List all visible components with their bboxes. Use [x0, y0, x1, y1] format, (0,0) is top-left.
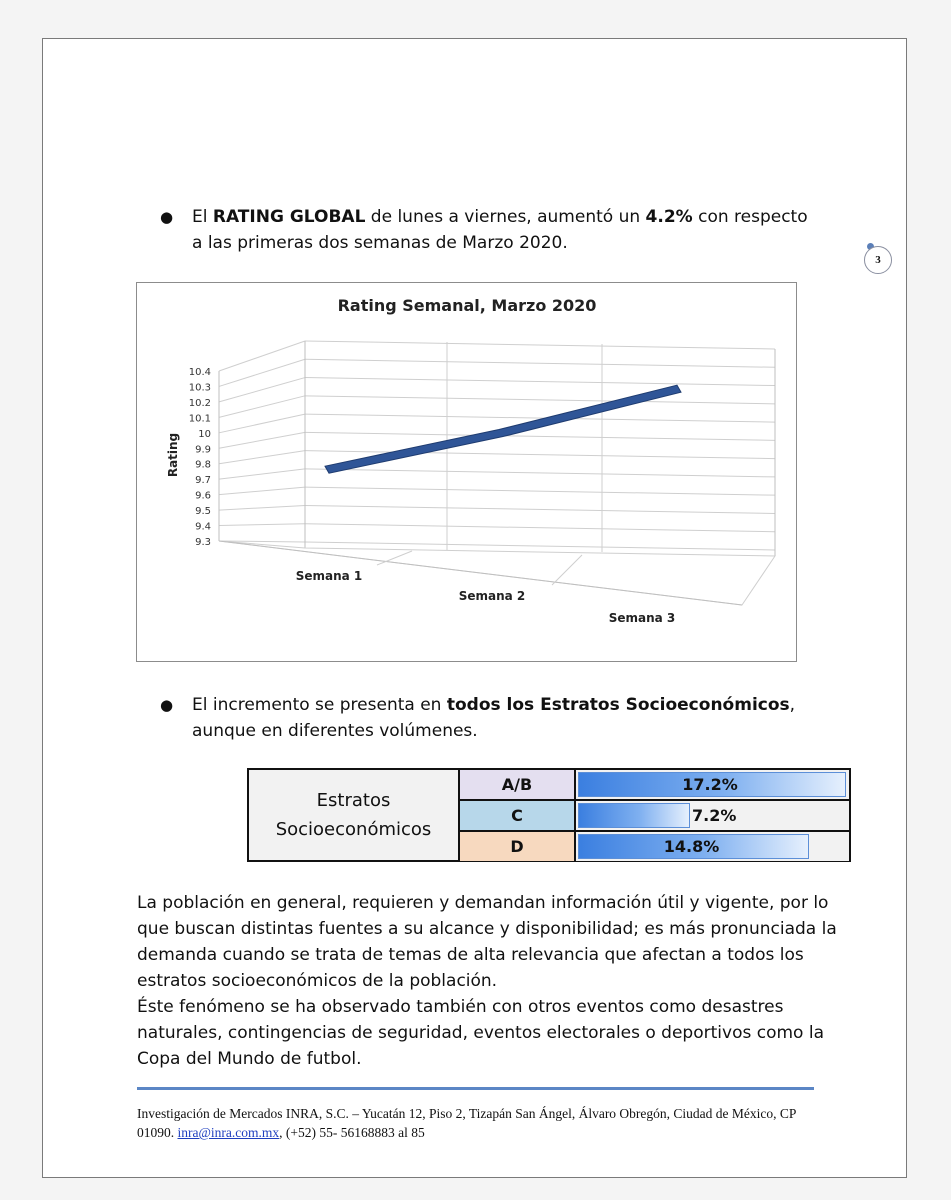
back-gridline	[305, 469, 775, 477]
text-segment: El incremento se presenta en	[192, 695, 447, 715]
bullet-strata-text	[192, 692, 820, 744]
strata-row	[460, 801, 849, 832]
strata-bar-cell	[576, 801, 849, 830]
floor-divider	[552, 555, 582, 585]
bold-strata: todos los Estratos Socioeconómicos	[446, 695, 790, 715]
side-gridline	[219, 341, 305, 371]
strata-name: A/B	[460, 770, 576, 799]
page-number: 3	[864, 246, 892, 274]
side-gridline	[219, 505, 305, 510]
strata-name: D	[460, 832, 576, 861]
y-tick-label: 9.6	[195, 490, 211, 502]
strata-label-line2: Socioeconómicos	[275, 819, 432, 840]
footer-phone: , (+52) 55- 56168883 al 85	[279, 1125, 425, 1140]
y-tick-label: 10.3	[188, 382, 211, 394]
y-tick-label: 9.8	[195, 459, 211, 471]
paragraph-2: Éste fenómeno se ha observado también con otros eventos como desastres naturales, contingencias de seguridad, eventos electorales o deportivos como la Copa del Mundo de futbol.	[137, 997, 824, 1069]
strata-row	[460, 770, 849, 801]
rating-chart	[136, 282, 797, 662]
bold-percentage: 4.2%	[645, 207, 693, 227]
x-category-label: Semana 1	[295, 569, 363, 583]
strata-value: 17.2%	[682, 775, 738, 794]
bullet-strata	[160, 692, 820, 744]
strata-name: C	[460, 801, 576, 830]
footer-divider	[137, 1087, 814, 1090]
side-gridline	[219, 414, 305, 433]
text-segment: de lunes a viernes, aumentó un	[365, 207, 646, 227]
strata-bar-cell	[576, 770, 849, 799]
strata-row	[460, 832, 849, 861]
y-tick-label: 9.5	[195, 506, 211, 518]
y-tick-label: 10.4	[188, 367, 211, 378]
strata-label	[249, 770, 460, 860]
footer-email-link[interactable]: inra@inra.com.mx	[177, 1125, 280, 1140]
side-gridline	[219, 396, 305, 418]
strata-table	[247, 768, 851, 862]
bullet-dot-icon: ●	[160, 696, 174, 714]
bullet-rating-text	[192, 204, 820, 256]
strata-value: 14.8%	[663, 837, 720, 856]
footer-address	[137, 1104, 827, 1142]
rating-chart-svg	[137, 283, 796, 661]
paragraph-1: La población en general, requieren y demandan información útil y vigente, por lo que buscan distintas fuentes a su alcance y disponibilidad; es más pronunciada la demanda cuando se trata de temas de alta relevancia que afectan a todos los estratos socioeconómicos de la población.	[137, 893, 837, 991]
bold-rating-global: RATING GLOBAL	[212, 207, 366, 227]
back-gridline	[305, 341, 775, 349]
y-axis-label: Rating	[166, 432, 180, 478]
back-gridline	[305, 359, 775, 367]
footer-text: Investigación de Mercados INRA, S.C. – Yucatán 12, Piso 2, Tizapán San Ángel, Álvaro Obregón, Ciudad de México, CP 01090.	[137, 1106, 796, 1140]
side-gridline	[219, 451, 305, 464]
side-gridline	[219, 432, 305, 448]
back-gridline	[305, 432, 775, 440]
back-gridline	[305, 487, 775, 495]
bullet-dot-icon: ●	[160, 208, 174, 226]
y-tick-label: 9.3	[195, 537, 211, 548]
side-gridline	[219, 359, 305, 386]
body-paragraph	[137, 890, 837, 1072]
text-segment: El	[192, 207, 213, 227]
y-tick-label: 9.4	[195, 521, 211, 533]
series-ribbon	[325, 385, 681, 473]
strata-bar	[578, 803, 690, 828]
chart-title: Rating Semanal, Marzo 2020	[337, 296, 597, 315]
side-gridline	[219, 487, 305, 494]
bullet-rating-global	[160, 204, 820, 256]
back-gridline	[305, 505, 775, 513]
back-gridline	[305, 524, 775, 532]
text-segment: con respecto a las primeras dos semanas de Marzo 2020.	[192, 207, 808, 253]
back-gridline	[305, 378, 775, 386]
y-tick-label: 10.2	[188, 397, 211, 409]
back-gridline	[305, 396, 775, 404]
strata-label-line1: Estratos	[316, 790, 391, 811]
y-tick-label: 9.7	[195, 475, 211, 487]
x-category-label: Semana 3	[608, 611, 676, 625]
y-tick-label: 10	[198, 428, 211, 440]
strata-value: 7.2%	[692, 806, 737, 825]
side-gridline	[219, 378, 305, 402]
side-gridline	[219, 469, 305, 479]
side-gridline	[219, 524, 305, 526]
x-category-label: Semana 2	[458, 589, 526, 603]
strata-bar-cell	[576, 832, 849, 861]
y-tick-label: 10.1	[188, 413, 211, 425]
y-tick-label: 9.9	[195, 444, 211, 456]
text-segment: , aunque en diferentes volúmenes.	[192, 695, 796, 741]
